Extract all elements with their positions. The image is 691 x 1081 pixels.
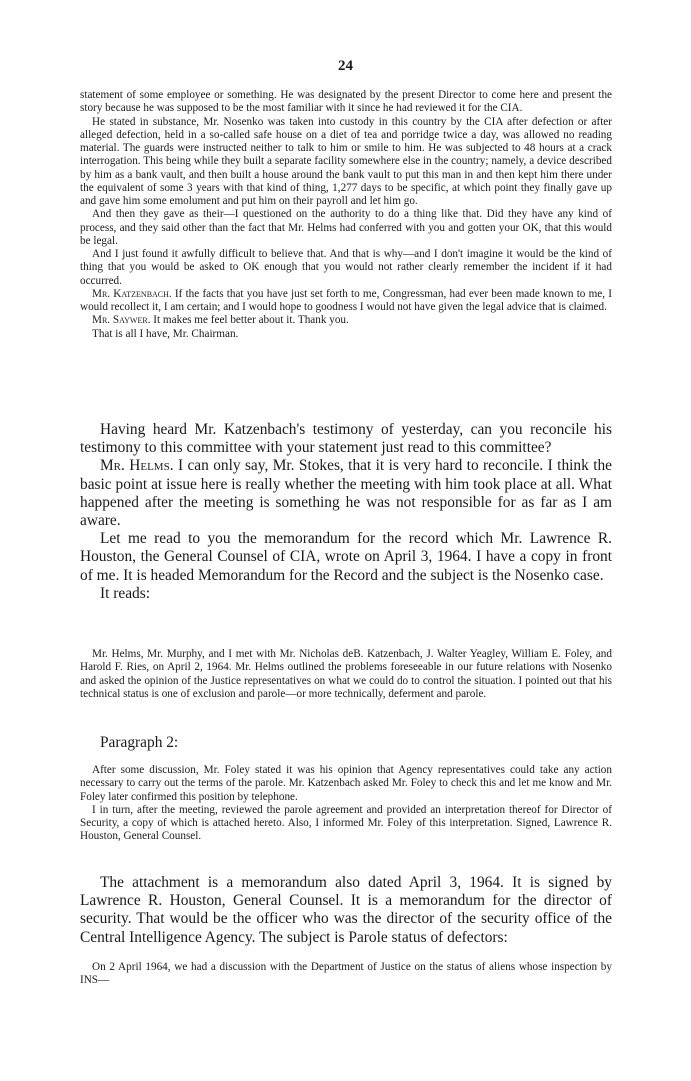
paragraph: He stated in substance, Mr. Nosenko was taken into custody in this country by the CIA after defection or after alleged defection, held in a so-called safe house on a diet of tea and porridge twice a day, was allowed no reading material. The guards were instructed neither to talk to him or smile to him. He was subjected to 48 hours at a crack interrogation. This being while they built a separate facility somewhere else in the country; namely, a device described by him as a bank vault, and then built a house around the bank vault to put this man in and then kept him there under the equivalent of some 3 years with that kind of thing, 1,277 days to be specific, at which point they finally gave up and gave him some emolument and put him on their payroll and let him go.: [80, 115, 612, 207]
testimony-excerpt-block: [80, 89, 612, 341]
paragraph: [80, 314, 612, 327]
memorandum-quote: [80, 764, 612, 844]
paragraph: That is all I have, Mr. Chairman.: [92, 327, 239, 340]
quoted-paragraph: Mr. Helms, Mr. Murphy, and I met with Mr. Nicholas deB. Katzenbach, J. Walter Yeagley, William E. Foley, and Harold F. Ries, on April 2, 1964. Mr. Helms outlined the problems foreseeable in our future relations with Nosenko and asked the opinion of the Justice representatives on what we could do to control the situation. I pointed out that his technical status is one of exclusion and parole—or more technically, deferment and parole.: [80, 648, 612, 700]
quoted-paragraph: After some discussion, Mr. Foley stated it was his opinion that Agency representatives could take any action necessary to carry out the terms of the parole. Mr. Katzenbach asked Mr. Foley to check this and let me know and Mr. Foley later confirmed this position by telephone.: [80, 764, 612, 803]
speech-text: If the facts that you have just set forth to me, Congressman, had ever been made known to me, I would recollect it, I am certain; and I would hope to goodness I would not have given the legal advice that is claimed.: [80, 287, 612, 313]
paragraph-heading: [80, 734, 612, 752]
paragraph: statement of some employee or something. He was designated by the present Director to come here and present the story because he was supposed to be the most familiar with it since he had reviewed it for the CIA.: [80, 89, 612, 115]
paragraph: And then they gave as their—I questioned on the authority to do a thing like that. Did they have any kind of process, and they said other than the fact that Mr. Helms had conferred with you and gotten your OK, that this would be legal.: [80, 208, 612, 247]
paragraph: Let me read to you the memorandum for the record which Mr. Lawrence R. Houston, the General Counsel of CIA, wrote on April 3, 1964. I have a copy in front of me. It is headed Memorandum for the Record and the subject is the Nosenko case.: [80, 530, 612, 584]
quoted-paragraph: On 2 April 1964, we had a discussion with the Department of Justice on the status of aliens whose inspection by INS—: [80, 961, 612, 987]
speaker-name: Mr. Katzenbach.: [92, 287, 172, 300]
paragraph: And I just found it awfully difficult to believe that. And that is why—and I don't imagine it would be the kind of thing that you would be asked to OK enough that you would not rather clearly remember the incident if it had occurred.: [80, 248, 612, 287]
paragraph: [80, 457, 612, 530]
paragraph: Having heard Mr. Katzenbach's testimony of yesterday, can you reconcile his testimony to this committee with your statement just read to this committee?: [80, 421, 612, 457]
speaker-name: Mr. Helms.: [100, 457, 174, 475]
memorandum-quote: [80, 961, 612, 988]
memorandum-quote: [80, 648, 612, 701]
speech-text: It makes me feel better about it. Thank you.: [150, 314, 349, 327]
page-number: 24: [338, 58, 353, 74]
speaker-name: Mr. Saywer.: [92, 314, 151, 327]
hearing-dialogue-block: [80, 874, 612, 947]
paragraph: [80, 288, 612, 315]
paragraph: The attachment is a memorandum also dated April 3, 1964. It is signed by Lawrence R. Houston, General Counsel. It is a memorandum for the director of security. That would be the officer who was the director of the security office of the Central Intelligence Agency. The subject is Parole status of defectors:: [80, 874, 612, 946]
paragraph: It reads:: [100, 584, 150, 602]
speech-text: I can only say, Mr. Stokes, that it is very hard to reconcile. I think the basic point at issue here is really whether the meeting with him took place at all. What happened after the meeting is something he was not responsible for as far as I am aware.: [80, 457, 612, 530]
paragraph: Paragraph 2:: [100, 734, 179, 751]
quoted-paragraph: I in turn, after the meeting, reviewed the parole agreement and provided an interpretation thereof for Director of Security, a copy of which is attached hereto. Also, I informed Mr. Foley of this interpretation. Signed, Lawrence R. Houston, General Counsel.: [80, 803, 612, 843]
hearing-dialogue-block: [80, 421, 612, 603]
